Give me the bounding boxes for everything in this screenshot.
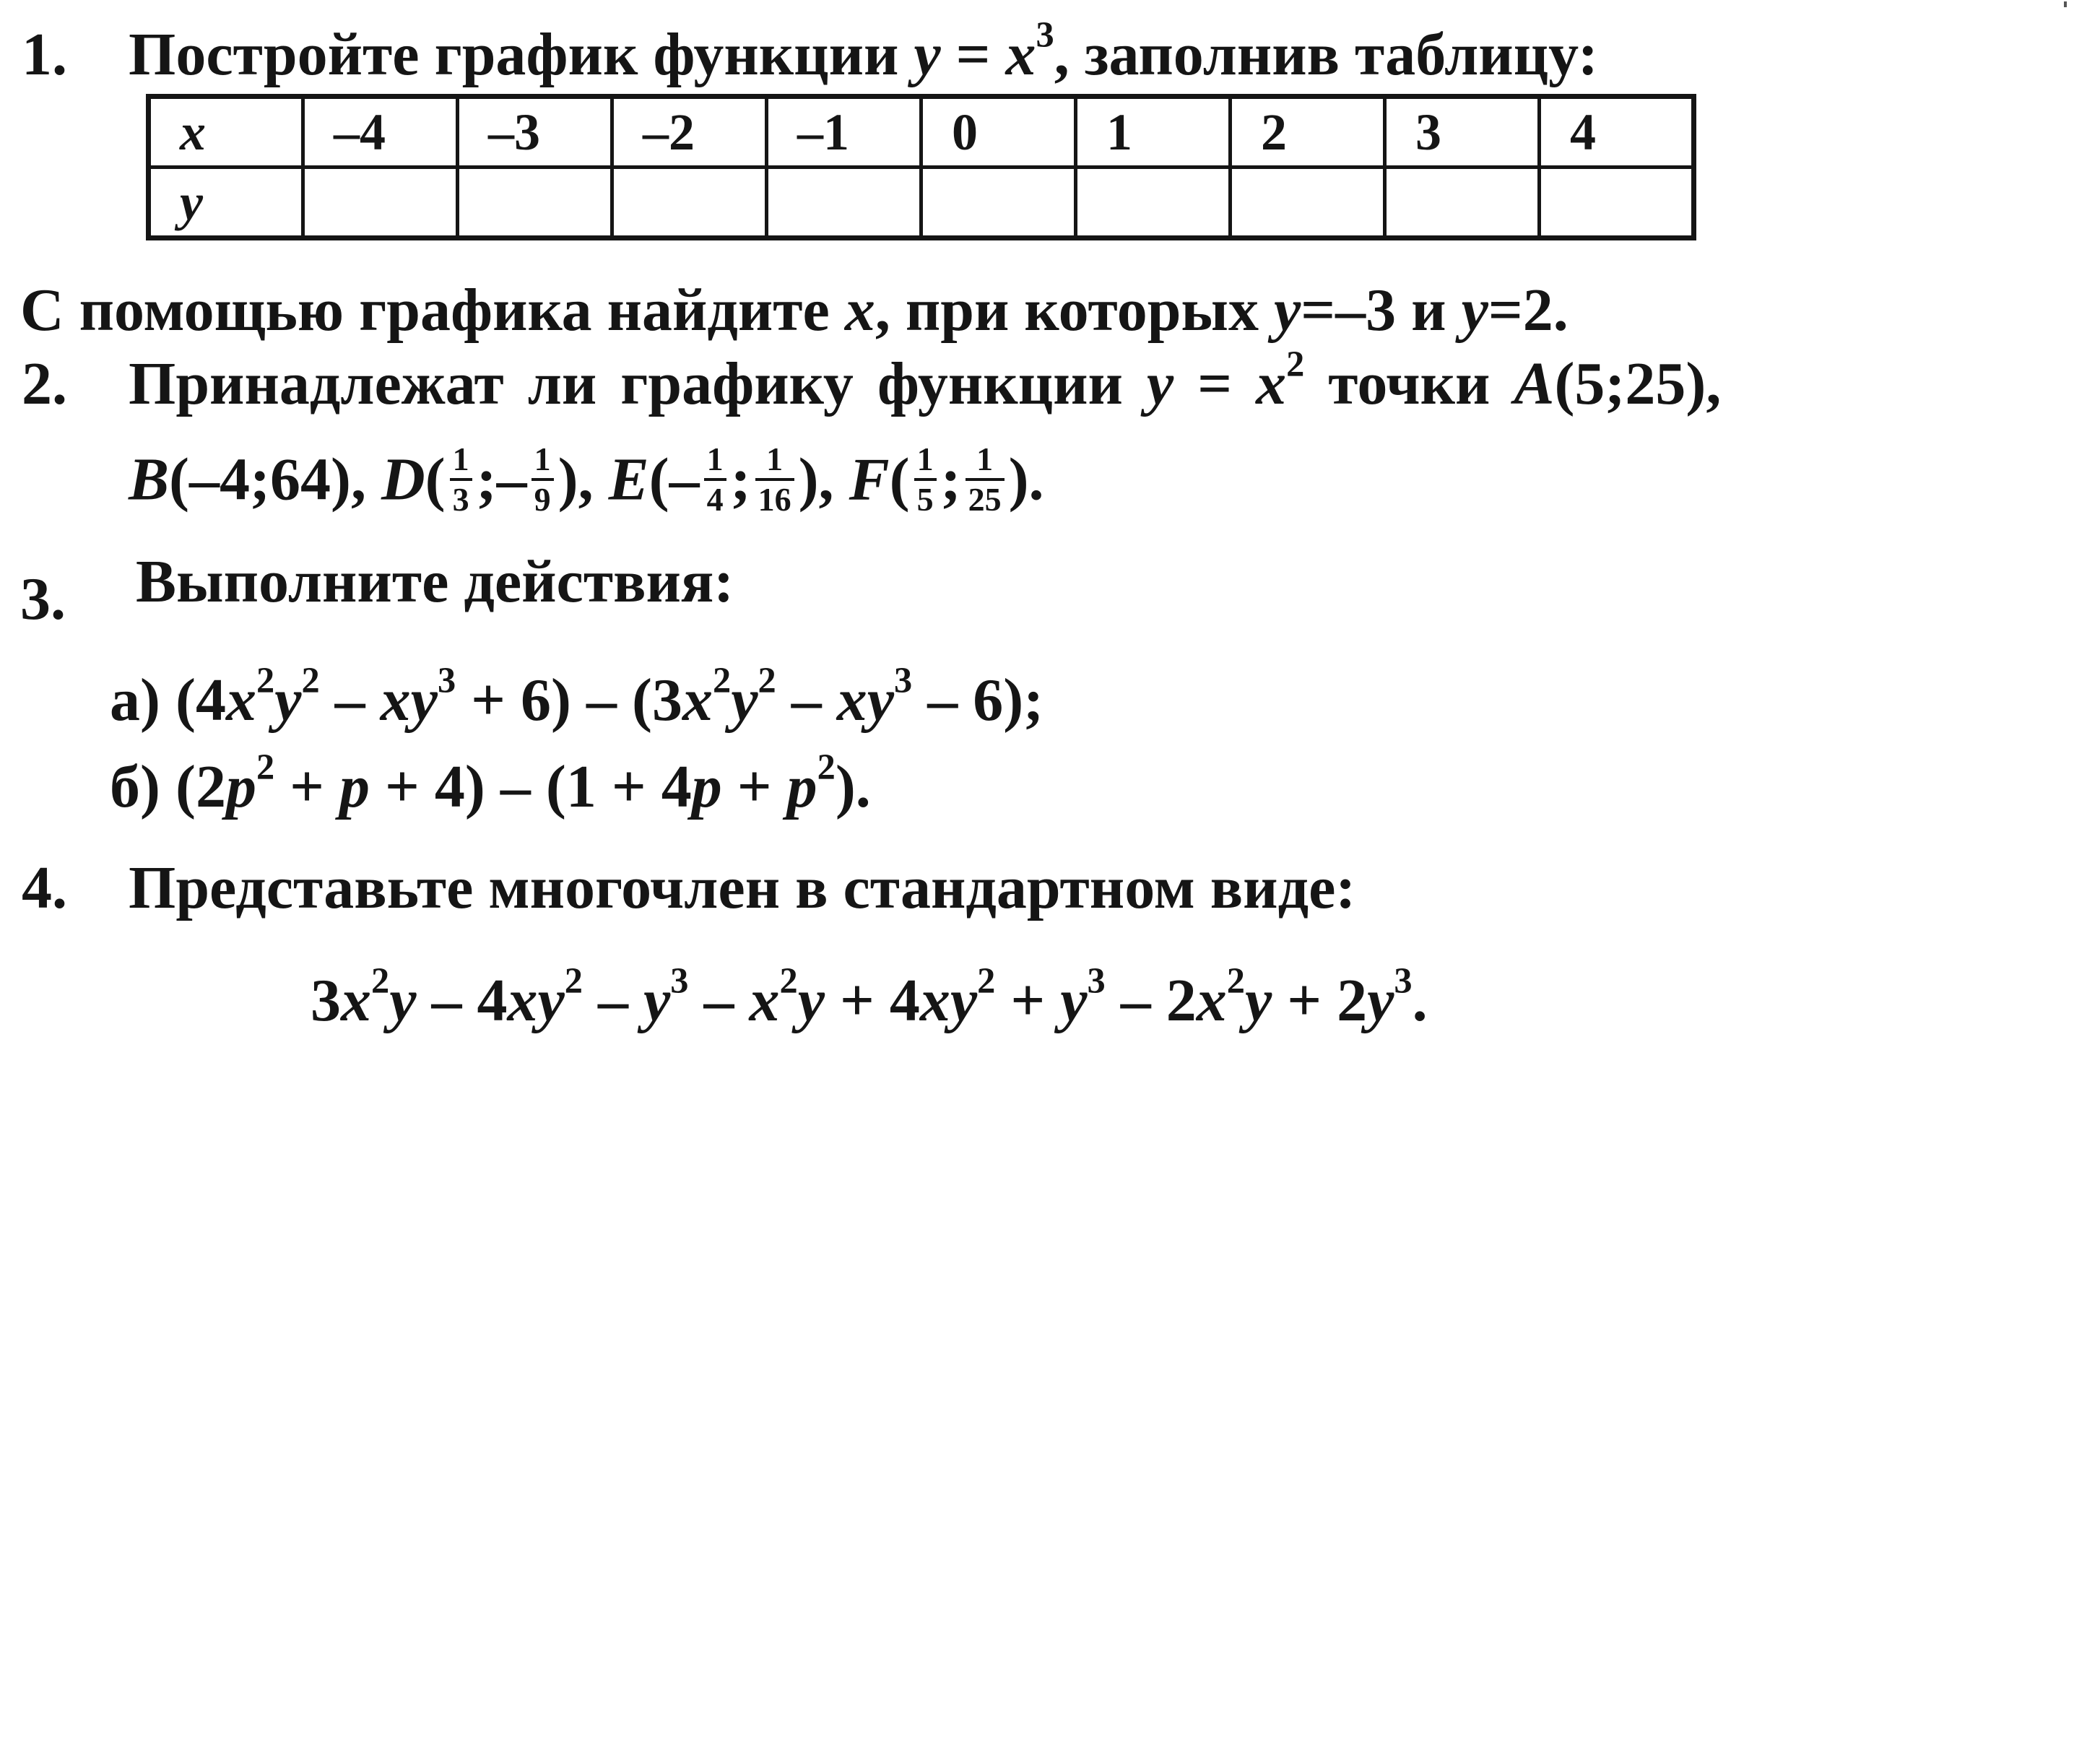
- task-1-func-lhs: y: [914, 21, 941, 88]
- task-2-func-lhs: y: [1146, 350, 1174, 417]
- table-cell-x: –4: [303, 97, 458, 168]
- table-cell-x: 1: [1076, 97, 1231, 168]
- values-table: [146, 94, 1696, 240]
- task-2-intro: Принадлежат ли графику функции: [129, 350, 1123, 417]
- table-cell-x: 0: [921, 97, 1076, 168]
- point-d-name: D: [381, 446, 425, 513]
- table-cell-x-label: x: [149, 97, 303, 168]
- point-f-name: F: [849, 446, 890, 513]
- point-a-coords: (5;25),: [1554, 350, 1722, 417]
- point-d-close: ),: [557, 446, 594, 513]
- table-cell-y[interactable]: [458, 168, 612, 238]
- task-1-question-v2: =2.: [1488, 277, 1569, 344]
- task-2-func-base: x: [1256, 350, 1287, 417]
- task-3b-expression: [110, 747, 871, 820]
- point-f-open: (: [889, 446, 910, 513]
- fraction-numerator: 1: [704, 442, 726, 481]
- task-2-statement: [129, 344, 1722, 417]
- table-cell-x: –1: [767, 97, 921, 168]
- fraction-denominator: 16: [758, 481, 791, 518]
- point-e-close: ),: [798, 446, 834, 513]
- fraction-numerator: 1: [531, 442, 554, 481]
- fraction-denominator: 4: [706, 481, 724, 518]
- task-1-question-v1: =–3: [1301, 277, 1397, 344]
- task-1-question-and: и: [1411, 277, 1446, 344]
- point-b-name: B: [129, 446, 170, 513]
- point-e-x-fraction: [704, 442, 726, 518]
- task-1-question-var: x: [844, 277, 875, 344]
- point-d-y-fraction: [531, 442, 554, 518]
- point-f-x-fraction: [914, 442, 937, 518]
- point-a-name: A: [1514, 350, 1555, 417]
- task-1-number: 1.: [22, 21, 67, 88]
- task-3a-label: а): [110, 667, 160, 734]
- table-cell-x: 4: [1540, 97, 1694, 168]
- task-1-statement: [129, 14, 1598, 88]
- task-1-intro: Постройте график функции: [129, 21, 899, 88]
- table-row-y: [149, 168, 1694, 238]
- point-f-sep: ;: [940, 446, 961, 513]
- table-row-x: [149, 97, 1694, 168]
- point-f-close: ).: [1008, 446, 1044, 513]
- fraction-numerator: 1: [914, 442, 937, 481]
- fraction-denominator: 5: [916, 481, 934, 518]
- table-cell-x: 2: [1231, 97, 1385, 168]
- point-b-coords: (–4;64),: [169, 446, 366, 513]
- point-d-sep: ;–: [476, 446, 527, 513]
- fraction-denominator: 3: [452, 481, 469, 518]
- task-3b-math: $(2p^2 + p + 4) - (1 + 4p + p^2)$.: [175, 747, 871, 820]
- task-3a-math: $(4x^2y^2 - xy^3 + 6) - (3x^2y^2 - xy^3 - 6)$;: [175, 660, 1044, 734]
- fraction-numerator: 1: [755, 442, 794, 481]
- table-cell-y[interactable]: [612, 168, 767, 238]
- table-cell-y[interactable]: [1231, 168, 1385, 238]
- task-1-question: [20, 277, 1569, 344]
- task-1-func-eq: =: [955, 21, 991, 88]
- task-3-intro: Выполните действия:: [136, 548, 734, 615]
- point-e-y-fraction: [755, 442, 794, 518]
- point-f-y-fraction: [966, 442, 1005, 518]
- table-cell-x: 3: [1385, 97, 1540, 168]
- task-2-number: 2.: [22, 350, 67, 417]
- task-1-question-y1: y: [1274, 277, 1301, 344]
- task-1-question-y2: y: [1461, 277, 1488, 344]
- table-cell-y[interactable]: [303, 168, 458, 238]
- task-1-question-a: С помощью графика найдите: [20, 277, 830, 344]
- point-e-sep: ;: [730, 446, 751, 513]
- fraction-denominator: 9: [534, 481, 551, 518]
- fraction-numerator: 1: [966, 442, 1005, 481]
- task-1-question-b: , при которых: [875, 277, 1259, 344]
- task-3a-expression: [110, 660, 1044, 734]
- scan-speck: [2064, 1, 2067, 7]
- task-2-points-word: точки: [1328, 350, 1491, 417]
- task-4-polynomial: $3x^2y - 4xy^2 - y^3 - x^2y + 4xy^2 + y^3 - 2x^2y + 2y^3$.: [311, 960, 1428, 1034]
- task-3-number: 3.: [20, 565, 66, 633]
- fraction-numerator: 1: [450, 442, 472, 481]
- task-3b-label: б): [110, 753, 160, 820]
- task-4-intro: Представьте многочлен в стандартном виде:: [129, 854, 1356, 921]
- table-cell-y[interactable]: [1540, 168, 1694, 238]
- task-2-points: [129, 440, 1044, 524]
- task-1-func-exp: 3: [1036, 14, 1054, 56]
- table-cell-y[interactable]: [767, 168, 921, 238]
- table-cell-y[interactable]: [921, 168, 1076, 238]
- fraction-denominator: 25: [968, 481, 1002, 518]
- table-cell-y[interactable]: [1385, 168, 1540, 238]
- task-4-number: 4.: [22, 854, 67, 921]
- table-cell-x: –2: [612, 97, 767, 168]
- task-2-func-exp: 2: [1286, 344, 1305, 385]
- point-e-open: (–: [648, 446, 700, 513]
- table-cell-y[interactable]: [1076, 168, 1231, 238]
- point-e-name: E: [608, 446, 649, 513]
- point-d-x-fraction: [450, 442, 472, 518]
- table-cell-y-label: y: [149, 168, 303, 238]
- task-1-tail: , заполнив таблицу:: [1054, 21, 1598, 88]
- point-d-open: (: [425, 446, 446, 513]
- table-cell-x: –3: [458, 97, 612, 168]
- task-2-func-eq: =: [1197, 350, 1233, 417]
- task-1-func-base: x: [1005, 21, 1036, 88]
